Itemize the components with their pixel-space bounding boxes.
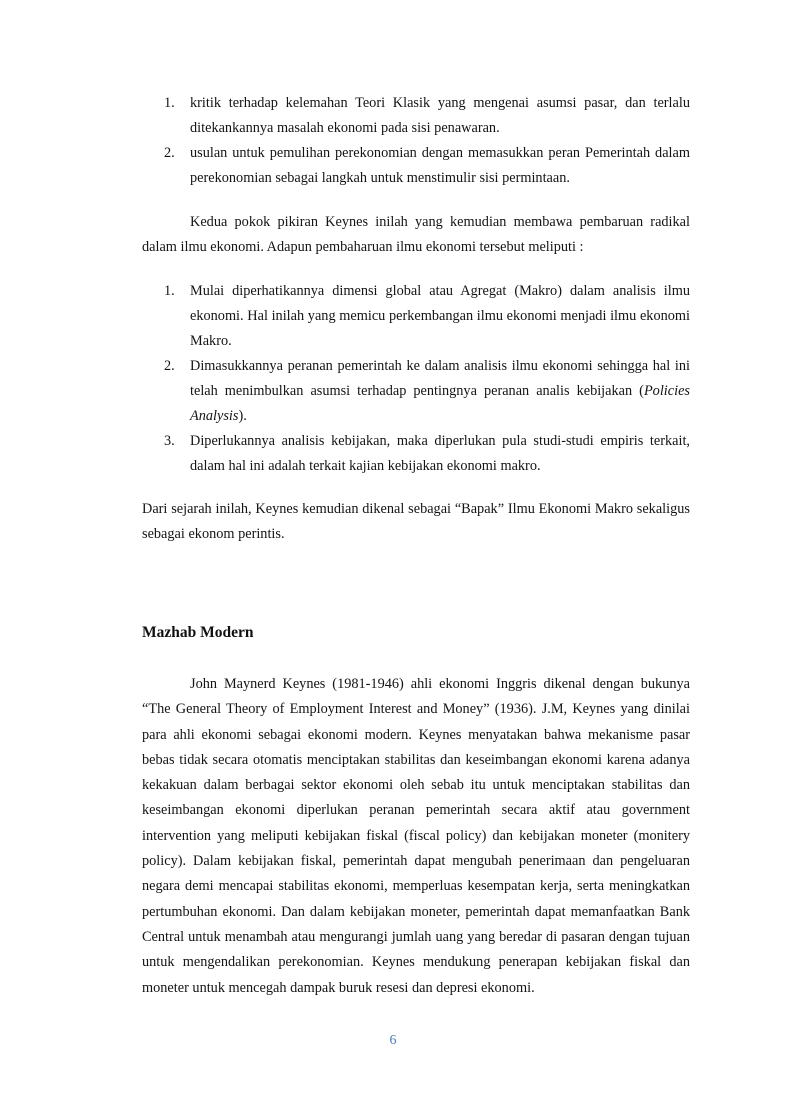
critique-list xyxy=(142,91,690,191)
list-item xyxy=(142,279,690,354)
list-number: 1. xyxy=(164,283,175,299)
list-item xyxy=(142,429,690,479)
list-item-text-part: ). xyxy=(238,408,247,424)
paragraph-modern-school: John Maynerd Keynes (1981-1946) ahli ekonomi Inggris dikenal dengan bukunya “The General Theory of Employment Interest and Money” (1936). J.M, Keynes yang dinilai para ahli ekonomi sebagai ekonomi modern. Keynes menyatakan bahwa mekanisme pasar bebas tidak secara otomatis menciptakan stabilitas dan keseimbangan ekonomi karena adanya kekakuan dalam berbagai sektor ekonomi oleh sebab itu untuk menciptakan stabilitas dan keseimbangan ekonomi diperlukan peranan pemerintah secara aktif atau government intervention yang meliputi kebijakan fiskal (fiscal policy) dan kebijakan moneter (monitery policy). Dalam kebijakan fiskal, pemerintah dapat mengubah penerimaan dan pengeluaran negara demi mencapai stabilitas ekonomi, memperluas kesempatan kerja, serta meningkatkan pertumbuhan ekonomi. Dan dalam kebijakan moneter, pemerintah dapat memanfaatkan Bank Central untuk menambah atau mengurangi jumlah uang yang beredar di pasaran dengan tujuan untuk mengendalikan perekonomian. Keynes mendukung penerapan kebijakan fiskal dan moneter untuk mencegah dampak buruk resesi dan depresi ekonomi. xyxy=(142,676,690,996)
section-heading: Mazhab Modern xyxy=(142,624,254,641)
italic-term: Policies Analysis xyxy=(190,383,690,424)
list-number: 2. xyxy=(164,145,175,161)
list-number: 3. xyxy=(164,433,175,449)
list-item xyxy=(142,354,690,429)
list-item-text: Diperlukannya analisis kebijakan, maka diperlukan pula studi-studi empiris terkait, dalam hal ini adalah terkait kajian kebijakan ekonomi makro. xyxy=(190,433,690,474)
list-item-text: usulan untuk pemulihan perekonomian dengan memasukkan peran Pemerintah dalam perekonomian sebagai langkah untuk menstimulir sisi permintaan. xyxy=(190,145,690,186)
paragraph-keynes-title: Dari sejarah inilah, Keynes kemudian dikenal sebagai “Bapak” Ilmu Ekonomi Makro sekaligus sebagai ekonom perintis. xyxy=(142,501,690,542)
list-number: 1. xyxy=(164,95,175,111)
list-number: 2. xyxy=(164,358,175,374)
list-item-text: Mulai diperhatikannya dimensi global atau Agregat (Makro) dalam analisis ilmu ekonomi. Hal inilah yang memicu perkembangan ilmu ekonomi menjadi ilmu ekonomi Makro. xyxy=(190,283,690,349)
list-item-text-part: Dimasukkannya peranan pemerintah ke dalam analisis ilmu ekonomi sehingga hal ini telah menimbulkan asumsi terhadap pentingnya peranan analis kebijakan ( xyxy=(190,358,690,399)
list-item-text: kritik terhadap kelemahan Teori Klasik yang mengenai asumsi pasar, dan terlalu ditekankannya masalah ekonomi pada sisi penawaran. xyxy=(190,95,690,136)
list-item xyxy=(142,141,690,191)
paragraph-keynes-reform: Kedua pokok pikiran Keynes inilah yang kemudian membawa pembaruan radikal dalam ilmu ekonomi. Adapun pembaharuan ilmu ekonomi tersebut meliputi : xyxy=(142,214,690,255)
list-item xyxy=(142,91,690,141)
list-item-text xyxy=(190,354,690,429)
page-number: 6 xyxy=(389,1033,397,1048)
reform-list xyxy=(142,279,690,479)
